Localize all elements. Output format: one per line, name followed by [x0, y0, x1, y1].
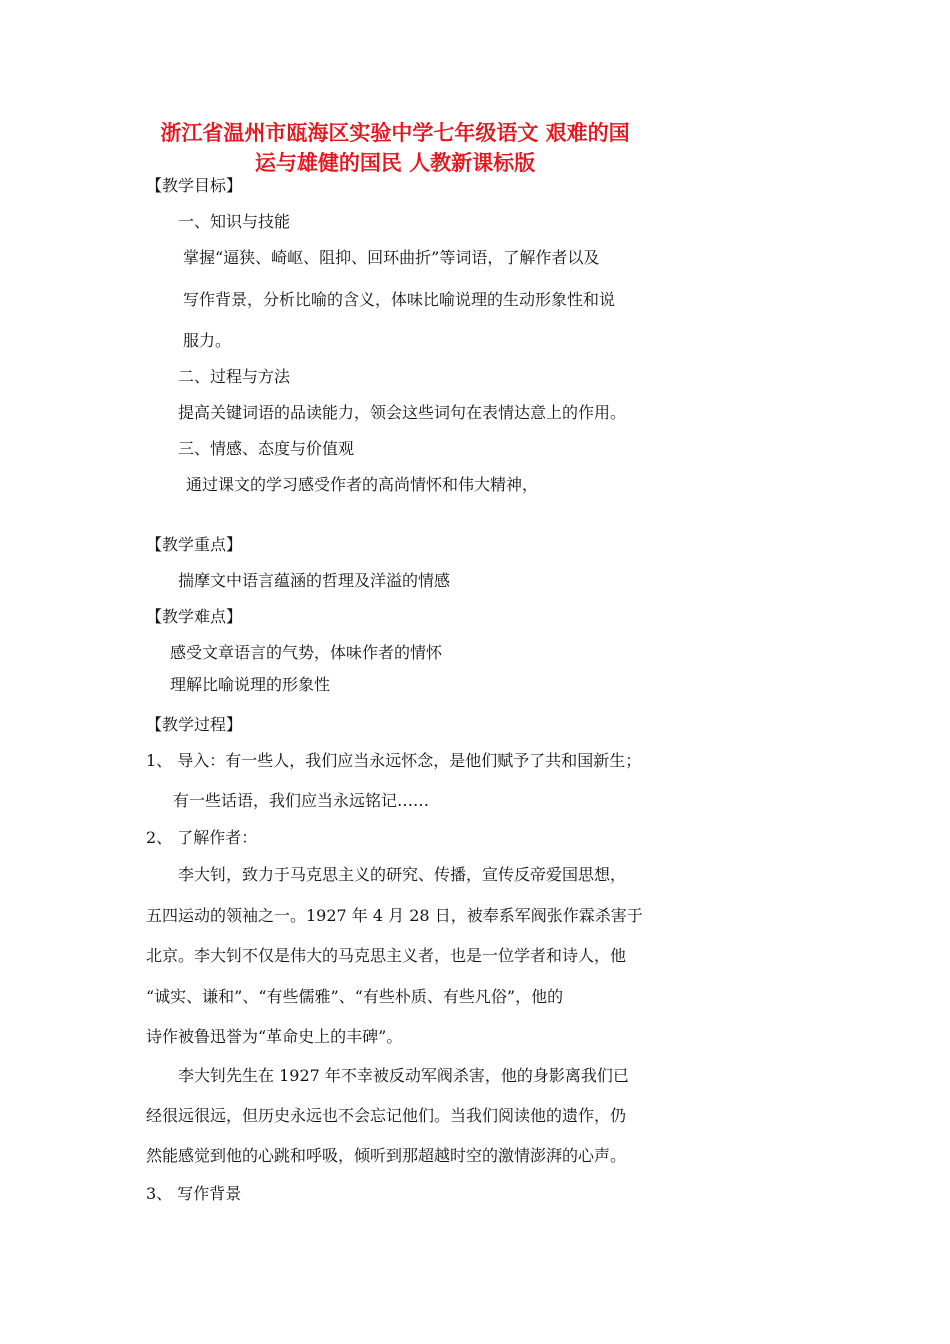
- step-1-intro-line-2: 有一些话语，我们应当永远铭记……: [173, 791, 430, 810]
- author-paragraph-2-line-3: 然能感觉到他的心跳和呼吸，倾听到那超越时空的激情澎湃的心声。: [146, 1146, 627, 1165]
- author-paragraph-1-line-4: “诚实、谦和”、“有些儒雅”、“有些朴质、有些凡俗”，他的: [146, 987, 564, 1006]
- subheading-process-method: 二、过程与方法: [178, 367, 291, 386]
- subheading-knowledge: 一、知识与技能: [178, 212, 291, 231]
- subheading-emotion: 三、情感、态度与价值观: [178, 439, 355, 458]
- author-paragraph-1-line-2: 五四运动的领袖之一。1927 年 4 月 28 日，被奉系军阀张作霖杀害于: [146, 906, 643, 925]
- section-heading-goals: 【教学目标】: [146, 176, 243, 195]
- section-heading-key-points: 【教学重点】: [146, 535, 243, 554]
- author-paragraph-1-line-5: 诗作被鲁迅誉为“革命史上的丰碑”。: [146, 1027, 403, 1046]
- step-1-intro-line-1: 1、 导入：有一些人，我们应当永远怀念，是他们赋予了共和国新生；: [146, 751, 642, 770]
- author-paragraph-1-line-3: 北京。李大钊不仅是伟大的马克思主义者，也是一位学者和诗人，他: [146, 946, 627, 965]
- knowledge-line-1: 掌握“逼狭、崎岖、阻抑、回环曲折”等词语，了解作者以及: [183, 248, 600, 267]
- document-title-line-2: 运与雄健的国民 人教新课标版: [254, 151, 536, 175]
- difficulty-line-2: 理解比喻说理的形象性: [170, 675, 331, 694]
- key-points-text: 揣摩文中语言蕴涵的哲理及洋溢的情感: [178, 571, 451, 590]
- process-method-text: 提高关键词语的品读能力，领会这些词句在表情达意上的作用。: [178, 403, 627, 422]
- section-heading-process: 【教学过程】: [146, 715, 243, 734]
- author-paragraph-2-line-2: 经很远很远，但历史永远也不会忘记他们。当我们阅读他的遗作，仍: [146, 1106, 627, 1125]
- knowledge-line-2: 写作背景，分析比喻的含义，体味比喻说理的生动形象性和说: [183, 290, 616, 309]
- document-title-line-1: 浙江省温州市瓯海区实验中学七年级语文 艰难的国: [160, 121, 630, 145]
- section-heading-difficulties: 【教学难点】: [146, 607, 243, 626]
- step-2-heading: 2、 了解作者：: [146, 828, 258, 847]
- step-3-heading: 3、 写作背景: [146, 1184, 242, 1203]
- difficulty-line-1: 感受文章语言的气势，体味作者的情怀: [170, 643, 443, 662]
- author-paragraph-2-line-1: 李大钊先生在 1927 年不幸被反动军阀杀害，他的身影离我们已: [178, 1066, 629, 1085]
- knowledge-line-3: 服力。: [183, 331, 232, 350]
- author-paragraph-1-line-1: 李大钊，致力于马克思主义的研究、传播，宣传反帝爱国思想，: [178, 865, 627, 884]
- emotion-text: 通过课文的学习感受作者的高尚情怀和伟大精神，: [186, 475, 539, 494]
